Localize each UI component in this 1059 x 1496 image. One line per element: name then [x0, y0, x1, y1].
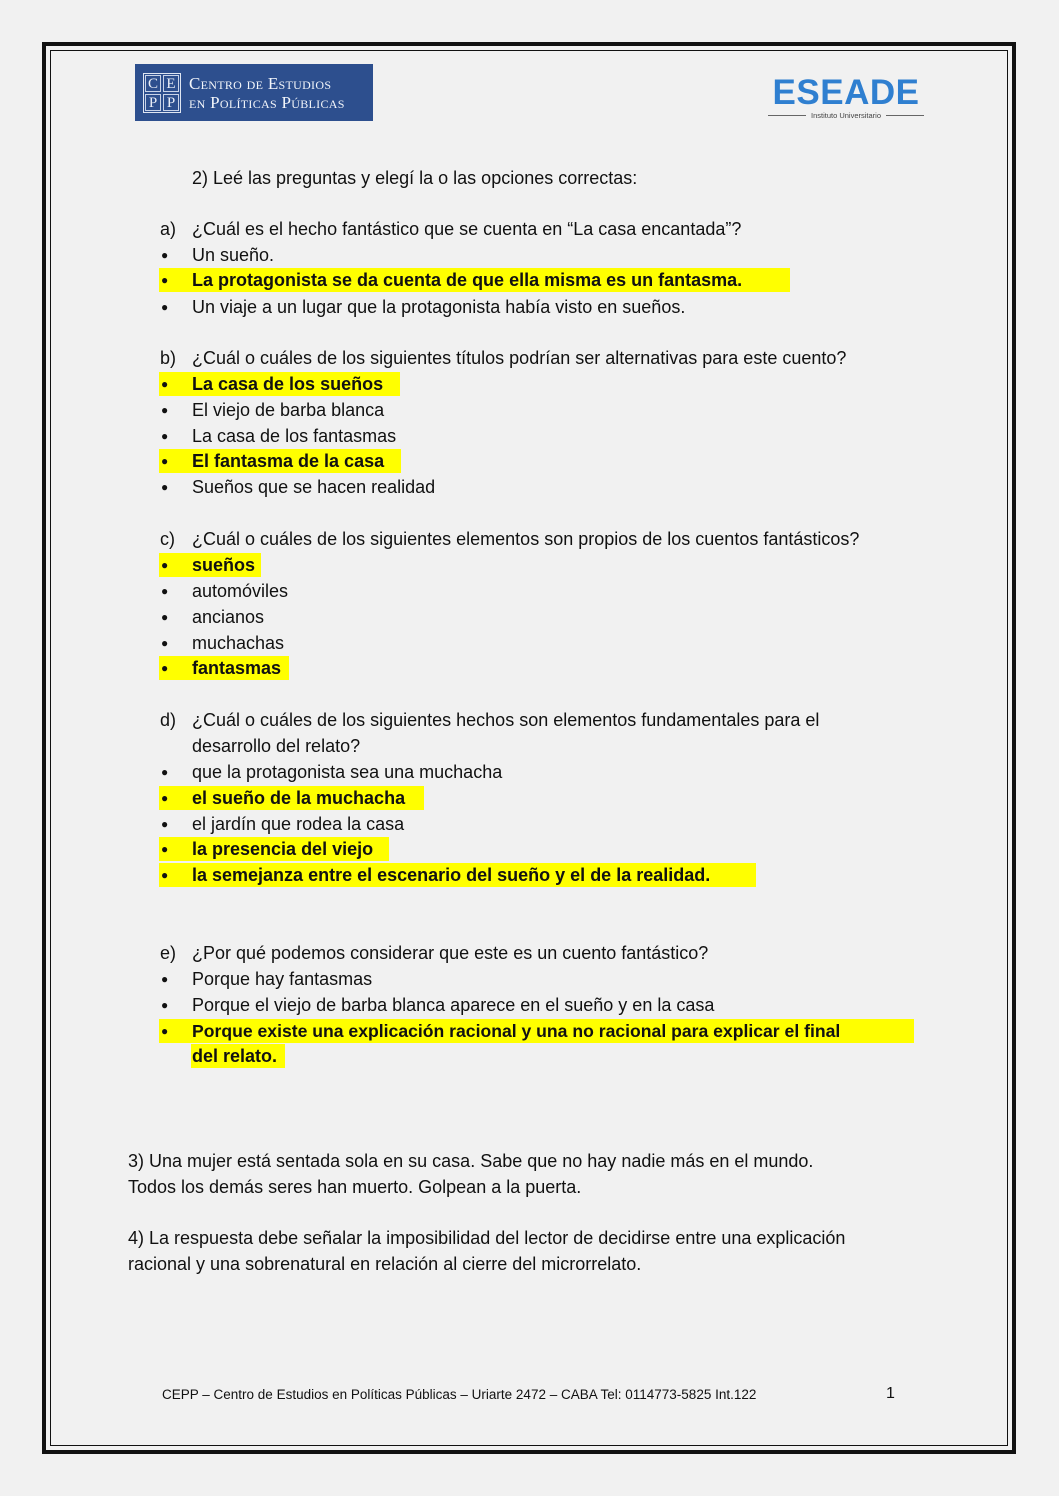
q2c-answer: fantasmas	[192, 658, 282, 678]
bullet-icon: ●	[161, 661, 169, 675]
q4-line2: racional y una sobrenatural en relación al cierre del microrrelato.	[128, 1254, 642, 1274]
eseade-sub-text: Instituto Universitario	[810, 111, 882, 120]
q2b-answer: El fantasma de la casa	[192, 451, 385, 471]
bullet-icon: ●	[161, 273, 169, 287]
footer-address: CEPP – Centro de Estudios en Políticas Públicas – Uriarte 2472 – CABA Tel: 0114773-5825 Int.122	[162, 1387, 757, 1402]
cepp-monogram	[143, 73, 181, 113]
q2b-option: La casa de los fantasmas	[192, 426, 397, 446]
q2e-option: Porque hay fantasmas	[192, 969, 373, 989]
q2e-letter: e)	[160, 943, 177, 963]
q2b-answer: La casa de los sueños	[192, 374, 384, 394]
cepp-logo-text	[189, 74, 345, 112]
q2e-answer-line2: del relato.	[192, 1046, 278, 1066]
q2b-option: El viejo de barba blanca	[192, 400, 385, 420]
bullet-icon: ●	[161, 817, 169, 831]
q2b-letter: b)	[160, 348, 177, 368]
bullet-icon: ●	[161, 480, 169, 494]
eseade-name: ESEADE	[772, 73, 920, 112]
bullet-icon: ●	[161, 998, 169, 1012]
bullet-icon: ●	[161, 842, 169, 856]
q2b-option: Sueños que se hacen realidad	[192, 477, 436, 497]
page-number: 1	[886, 1385, 895, 1402]
q2e-answer-line1: Porque existe una explicación racional y una no racional para explicar el final	[192, 1021, 841, 1041]
q2d-answer: la semejanza entre el escenario del sueño y el de la realidad.	[192, 865, 711, 885]
cepp-letter: P	[163, 94, 179, 111]
q2a-option: Un sueño.	[192, 245, 275, 265]
q2a-question: ¿Cuál es el hecho fantástico que se cuenta en “La casa encantada”?	[192, 219, 742, 239]
q2c-letter: c)	[160, 529, 175, 549]
q2d-question-line1: ¿Cuál o cuáles de los siguientes hechos son elementos fundamentales para el	[192, 710, 820, 730]
bullet-icon: ●	[161, 558, 169, 572]
q3-line1: 3) Una mujer está sentada sola en su casa. Sabe que no hay nadie más en el mundo.	[128, 1151, 814, 1171]
q2a-letter: a)	[160, 219, 177, 239]
bullet-icon: ●	[161, 454, 169, 468]
q2d-answer: la presencia del viejo	[192, 839, 374, 859]
q2d-option: el jardín que rodea la casa	[192, 814, 405, 834]
cepp-letter: E	[163, 75, 179, 92]
q2a-answer: La protagonista se da cuenta de que ella misma es un fantasma.	[192, 270, 743, 290]
q4-line1: 4) La respuesta debe señalar la imposibilidad del lector de decidirse entre una explicación	[128, 1228, 846, 1248]
bullet-icon: ●	[161, 403, 169, 417]
bullet-icon: ●	[161, 377, 169, 391]
bullet-icon: ●	[161, 429, 169, 443]
bullet-icon: ●	[161, 765, 169, 779]
cepp-logo	[135, 64, 373, 121]
eseade-subtitle	[768, 111, 924, 120]
q2d-answer: el sueño de la muchacha	[192, 788, 406, 808]
q2c-question: ¿Cuál o cuáles de los siguientes elementos son propios de los cuentos fantásticos?	[192, 529, 860, 549]
bullet-icon: ●	[161, 610, 169, 624]
q2c-answer: sueños	[192, 555, 256, 575]
q2d-letter: d)	[160, 710, 177, 730]
q2c-option: automóviles	[192, 581, 289, 601]
cepp-line1: Centro de Estudios	[189, 73, 332, 93]
bullet-icon: ●	[161, 1024, 169, 1038]
q2d-question-line2: desarrollo del relato?	[192, 736, 361, 756]
q2-title: 2) Leé las preguntas y elegí la o las opciones correctas:	[192, 168, 638, 188]
q3-line2: Todos los demás seres han muerto. Golpean a la puerta.	[128, 1177, 582, 1197]
q2e-question: ¿Por qué podemos considerar que este es un cuento fantástico?	[192, 943, 709, 963]
q2b-question: ¿Cuál o cuáles de los siguientes títulos podrían ser alternativas para este cuento?	[192, 348, 847, 368]
q2d-option: que la protagonista sea una muchacha	[192, 762, 503, 782]
bullet-icon: ●	[161, 636, 169, 650]
bullet-icon: ●	[161, 300, 169, 314]
bullet-icon: ●	[161, 584, 169, 598]
q2a-option: Un viaje a un lugar que la protagonista había visto en sueños.	[192, 297, 686, 317]
bullet-icon: ●	[161, 791, 169, 805]
cepp-letter: C	[145, 75, 161, 92]
q2e-option: Porque el viejo de barba blanca aparece en el sueño y en la casa	[192, 995, 715, 1015]
bullet-icon: ●	[161, 248, 169, 262]
cepp-line2: en Políticas Públicas	[189, 92, 345, 112]
q2c-option: muchachas	[192, 633, 285, 653]
q2c-option: ancianos	[192, 607, 265, 627]
eseade-logo	[768, 74, 924, 124]
bullet-icon: ●	[161, 868, 169, 882]
cepp-letter: P	[145, 94, 161, 111]
bullet-icon: ●	[161, 972, 169, 986]
